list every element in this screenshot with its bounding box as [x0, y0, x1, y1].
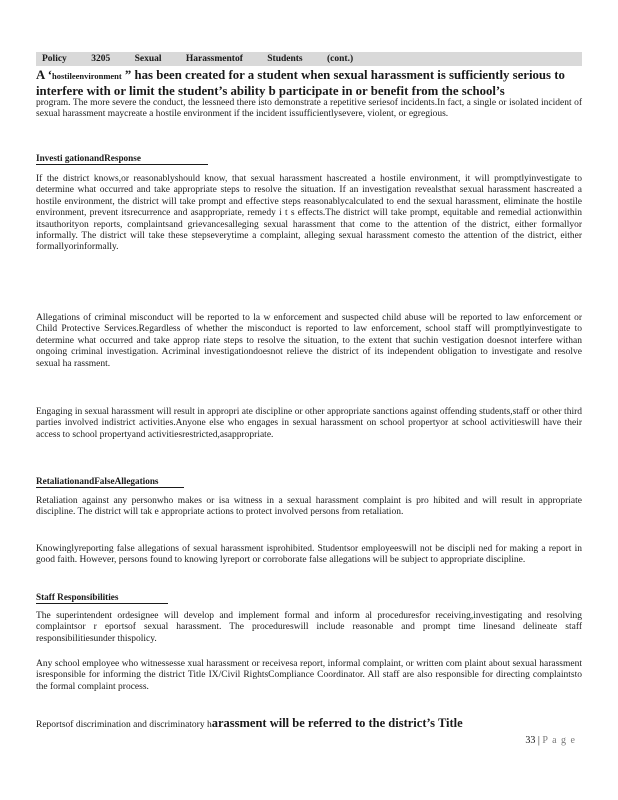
- section-title-retaliation: RetaliationandFalseAllegations: [36, 476, 184, 488]
- policy-header-bar: [36, 52, 582, 66]
- staff-paragraph-3: [36, 718, 556, 731]
- policy-number: 3205: [91, 54, 111, 64]
- lead-tail-paragraph: program. The more severe the conduct, the lessneed there isto demonstrate a repetitive seriesof incidents.In fact, a single or isolated incident of sexual harassment maycreate a hostile environment if the incident issufficientlysevere, violent, or egregious.: [36, 98, 582, 120]
- investigation-paragraph-1: If the district knows,or reasonablyshould know, that sexual harassment hascreated a hostile environment, it will promptlyinvestigate to determine what occurred and take appropriate steps to resolve the situation. If an investigation revealsthat sexual harassment hascreated a hostile environment, the district will take prompt and effective steps reasonablycalculated to end the sexual harassment, eliminate the hostile environment, prevent itsrecurrence and asappropriate, remedy i t s effects.The district will take prompt, equitable and remedial actionwithin itsauthorityon reports, complaintsand grievancesalleging sexual harassment that come to the attention of the district, either formallyor informally. The district will take these stepseverytime a complaint, alleging sexual harassment comesto the attention of the district, either formallyorinformally.: [36, 174, 582, 253]
- lead-part1: A ‘: [36, 68, 52, 82]
- staff-paragraph-2: Any school employee who witnessesse xual harassment or receivesa report, informal complaint, or written com plaint about sexual harassment isresponsible for informing the district Title IX/Civil RightsCompliance Coordinator. All staff are also responsible for directing complaintsto the formal complaint process.: [36, 659, 582, 692]
- continued-label: (cont.): [327, 54, 354, 64]
- retaliation-paragraph-2: Knowinglyreporting false allegations of sexual harassment isprohibited. Studentsor employeeswill not be discipli ned for making a report in good faith. However, persons found to knowing lyreport or corroborate false allegations will be subject to appropriate discipline.: [36, 544, 582, 566]
- page-number: 33: [525, 735, 536, 746]
- lead-part2: ” has been created for a student when sexual harassment is sufficiently serious to interfere with or limit the student’s ability b participate in or benefit from the school’s: [36, 68, 565, 98]
- lead-term: hostileenvironment: [52, 71, 122, 81]
- staff-p3-start: Reportsof discrimination and discriminatory h: [36, 720, 212, 730]
- investigation-paragraph-2: Allegations of criminal misconduct will be reported to la w enforcement and suspected child abuse will be reported to law enforcement or Child Protective Services.Regardless of whether the misconduct is reported to law enforcement, school staff will promptlyinvestigate to determine what occurred and take approp riate steps to resolve the situation, to the extent that suchin vestigation doesnot interfere withan ongoing criminal investigation. Acriminal investigationdoesnot relieve the district of its independent obligation to investigate and resolve sexual ha rassment.: [36, 313, 582, 369]
- retaliation-paragraph-1: Retaliation against any personwho makes or isa witness in a sexual harassment complaint is pro hibited and will result in appropriate discipline. The district will tak e appropriate actions to protect involved persons from retaliation.: [36, 496, 582, 518]
- policy-title-word3: Students: [267, 54, 303, 64]
- staff-p3-bold: arassment will be referred to the district’s Title: [211, 716, 463, 730]
- policy-title-word1: Sexual: [134, 54, 162, 64]
- section-title-investigation: Investi gationandResponse: [36, 153, 208, 165]
- section-title-staff: Staff Responsibilities: [36, 592, 168, 604]
- investigation-paragraph-3: Engaging in sexual harassment will result in appropri ate discipline or other appropriate sanctions against offending students,staff or other third parties involved indistrict activities.Anyone else who engages in sexual harassment on school propertyor at school activitieswill have their access to school propertyand activitiesrestricted,asappropriate.: [36, 407, 582, 440]
- page-footer: [525, 735, 576, 746]
- policy-title-word2: Harassmentof: [185, 54, 243, 64]
- page-separator: |: [535, 735, 543, 746]
- staff-paragraph-1: The superintendent ordesignee will develop and implement formal and inform al proceduresfor receiving,investigating and resolving complaintsor r eportsof sexual harassment. The procedureswill include reasonable and prompt time linesand delineate staff responsibilitiesunder thispolicy.: [36, 611, 582, 644]
- page-label: P a g e: [542, 735, 576, 746]
- policy-label: Policy: [42, 54, 67, 64]
- lead-paragraph: [36, 68, 582, 98]
